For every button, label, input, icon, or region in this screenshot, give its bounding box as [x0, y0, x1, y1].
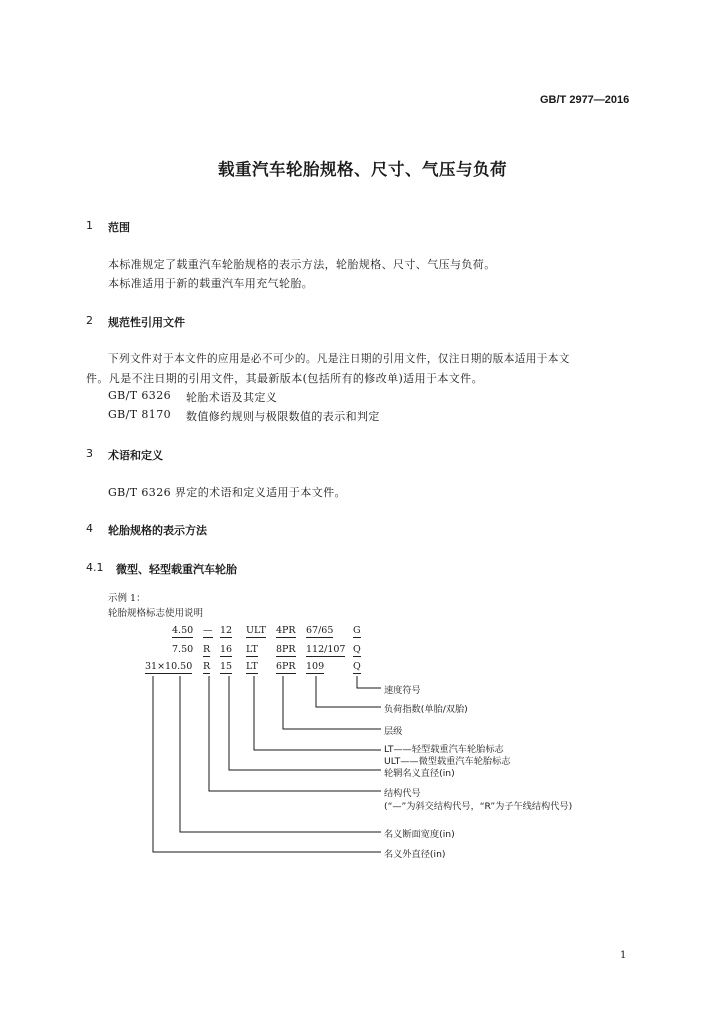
label-od: 名义外直径(in) — [384, 849, 446, 860]
row2-ply: 8PR — [276, 644, 296, 655]
label-width: 名义断面宽度(in) — [384, 829, 455, 840]
ref-2-text: 数值修约规则与极限数值的表示和判定 — [186, 410, 380, 423]
structure-leader — [209, 676, 381, 791]
section-3-para: GB/T 6326 界定的术语和定义适用于本文件。 — [108, 486, 346, 499]
section-2-para-line-1: 下列文件对于本文件的应用是必不可少的。凡是注日期的引用文件，仅注日期的版本适用于本文 — [108, 353, 570, 365]
label-speed: 速度符号 — [384, 685, 421, 696]
row2-load: 112/107 — [306, 644, 346, 655]
section-2-title: 规范性引用文件 — [108, 316, 185, 329]
subsection-title: 微型、轻型载重汽车轮胎 — [116, 563, 237, 576]
section-1-number: 1 — [86, 219, 93, 232]
row3-ply: 6PR — [276, 661, 296, 672]
label-lt: LT——轻型载重汽车轮胎标志 — [384, 744, 504, 755]
ref-1-text: 轮胎术语及其定义 — [186, 391, 278, 404]
row3-rim: 15 — [220, 661, 233, 672]
row1-speed: G — [353, 625, 361, 636]
example-label: 示例 1： — [108, 593, 146, 604]
row2-type: LT — [246, 644, 258, 655]
section-4-title: 轮胎规格的表示方法 — [108, 524, 207, 537]
example-caption: 轮胎规格标志使用说明 — [108, 608, 204, 619]
label-load: 负荷指数(单胎/双胎) — [384, 704, 468, 715]
od-leader — [153, 676, 381, 852]
label-rim: 轮辋名义直径(in) — [384, 768, 455, 779]
row2-rim: 16 — [220, 644, 233, 655]
ply-leader — [283, 676, 381, 729]
row3-structure: R — [203, 661, 211, 672]
row2-speed: Q — [353, 644, 361, 655]
section-3-title: 术语和定义 — [108, 449, 163, 462]
row3-type: LT — [246, 661, 258, 672]
row2-structure: R — [203, 644, 211, 655]
row1-rim: 12 — [220, 625, 233, 636]
section-1-title: 范围 — [108, 221, 130, 234]
ref-2-code: GB/T 8170 — [108, 408, 172, 421]
rim-leader — [229, 676, 381, 770]
row1-ply: 4PR — [276, 625, 296, 636]
section-2-para-line-2: 件。凡是不注日期的引用文件，其最新版本(包括所有的修改单)适用于本文件。 — [86, 372, 483, 385]
document-title: 载重汽车轮胎规格、尺寸、气压与负荷 — [218, 160, 507, 179]
row3-load: 109 — [306, 661, 325, 672]
label-structure: 结构代号 — [384, 788, 421, 799]
label-structure-note: (“—”为斜交结构代号，“R”为子午线结构代号) — [384, 801, 573, 812]
section-1-para-1: 本标准规定了载重汽车轮胎规格的表示方法，轮胎规格、尺寸、气压与负荷。 — [108, 258, 496, 271]
ref-1-code: GB/T 6326 — [108, 389, 172, 402]
label-ply: 层级 — [384, 726, 403, 737]
load-leader — [316, 676, 381, 707]
label-ult: ULT——微型载重汽车轮胎标志 — [384, 756, 511, 767]
speed-leader — [357, 676, 381, 688]
row1-type: ULT — [246, 625, 266, 636]
row2-width: 7.50 — [172, 644, 194, 655]
row3-speed: Q — [353, 661, 361, 672]
row1-load: 67/65 — [306, 625, 334, 636]
section-3-number: 3 — [86, 447, 93, 460]
row3-width: 31×10.50 — [145, 661, 193, 672]
section-4-number: 4 — [86, 522, 93, 535]
subsection-number: 4.1 — [86, 561, 104, 574]
section-2-number: 2 — [86, 314, 93, 327]
type-leader — [254, 676, 381, 750]
section-1-para-2: 本标准适用于新的载重汽车用充气轮胎。 — [108, 277, 314, 290]
standard-code: GB/T 2977—2016 — [540, 94, 630, 106]
page-number: 1 — [620, 950, 627, 961]
row1-structure: — — [203, 625, 213, 636]
row1-width: 4.50 — [172, 625, 194, 636]
width-leader — [180, 676, 381, 832]
